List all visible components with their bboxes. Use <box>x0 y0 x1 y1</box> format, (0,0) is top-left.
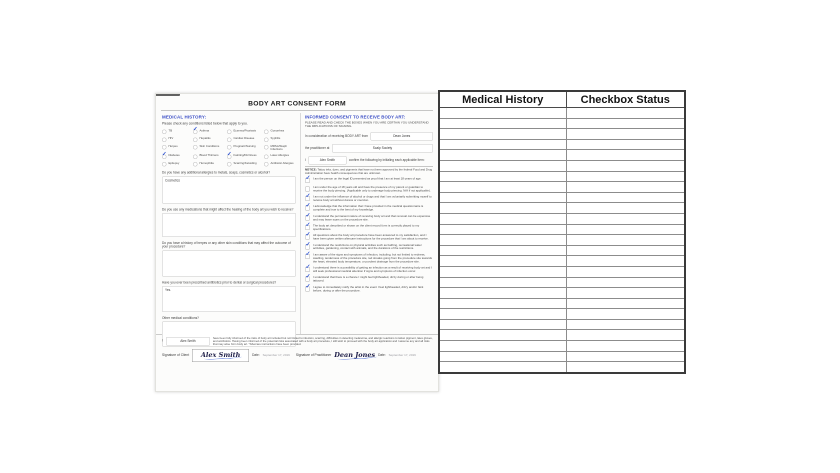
table-empty-cell[interactable] <box>566 341 685 352</box>
checkbox-checked-icon[interactable]: ✓ <box>305 263 311 271</box>
consent-item <box>305 272 433 283</box>
table-empty-cell[interactable] <box>566 266 685 277</box>
checkbox-unchecked-icon[interactable] <box>264 130 269 135</box>
table-empty-cell[interactable] <box>439 351 566 362</box>
table-empty-cell[interactable] <box>439 182 566 193</box>
table-empty-cell[interactable] <box>439 139 566 150</box>
condition-checkbox-item[interactable] <box>264 154 296 159</box>
table-empty-cell[interactable] <box>439 213 566 224</box>
condition-label: Pregnant/Nursing <box>233 144 256 148</box>
practitioner-name-field[interactable]: Dean Jones <box>371 132 434 141</box>
question-block <box>162 242 296 277</box>
condition-label: Epilepsy <box>168 161 180 165</box>
informed-consent-heading: INFORMED CONSENT TO RECEIVE BODY ART: <box>305 114 406 120</box>
table-empty-cell[interactable] <box>439 277 566 288</box>
table-empty-cell[interactable] <box>439 330 566 341</box>
table-empty-cell[interactable] <box>566 182 685 193</box>
answer-box[interactable]: Yes. <box>162 286 296 312</box>
consent-item <box>305 220 433 231</box>
consent-item-text: I understand there is a possibility of getting an infection as a result of receiving body art and I will seek professional medical attention if signs and symptoms of infection occur. <box>313 266 432 273</box>
condition-checkbox-item[interactable] <box>193 145 226 151</box>
medical-history-heading: MEDICAL HISTORY: <box>162 114 207 120</box>
table-empty-cell[interactable] <box>566 298 685 309</box>
checkbox-checked-icon[interactable]: ✓ <box>305 192 311 199</box>
checkbox-unchecked-icon[interactable] <box>264 162 269 167</box>
table-empty-cell[interactable] <box>439 266 566 277</box>
condition-label: Diabetes <box>168 154 180 158</box>
consent-item-text: I am under the age of 18 years old and have the presence of my parent or guardian to receive the body piercing. (Applicable only to underage body piercing. N/A if not applicable). <box>313 185 431 193</box>
ack-i-label: I <box>162 339 163 343</box>
condition-checkbox-item[interactable] <box>227 162 263 167</box>
consent-item <box>305 263 433 274</box>
table-row <box>439 351 685 362</box>
extraction-table <box>438 90 686 374</box>
condition-checkbox-item[interactable] <box>162 137 192 142</box>
table-empty-cell[interactable] <box>566 129 685 140</box>
condition-checkbox-item[interactable] <box>193 137 226 142</box>
consent-item <box>305 192 433 203</box>
condition-label: HIV <box>168 137 174 141</box>
table-empty-cell[interactable] <box>439 108 566 119</box>
table-row <box>439 277 685 288</box>
practitioner-date-label: Date: <box>378 353 386 358</box>
checkbox-checked-icon[interactable]: ✓ <box>305 282 311 290</box>
table-row <box>439 192 685 203</box>
form-title: BODY ART CONSENT FORM <box>248 99 346 107</box>
table-row <box>439 362 685 373</box>
table-header-checkbox-status: Checkbox Status <box>566 91 685 108</box>
consent-item <box>305 174 433 184</box>
checkbox-unchecked-icon[interactable] <box>264 137 269 142</box>
condition-label: Gonorrhea <box>270 129 285 133</box>
table-row <box>439 266 685 277</box>
ack-client-name-field[interactable]: Alex Smith <box>166 337 210 346</box>
practitioner-at-label: the practitioner at <box>305 146 330 150</box>
condition-label: TB <box>168 129 173 133</box>
consideration-label: In consideration of receiving BODY ART from <box>305 134 368 138</box>
medical-questions <box>162 171 296 346</box>
condition-checkbox-item[interactable] <box>193 154 226 159</box>
table-row <box>439 129 685 140</box>
table-empty-cell[interactable] <box>439 341 566 352</box>
checkbox-checked-icon[interactable]: ✓ <box>305 201 311 209</box>
checkbox-unchecked-icon[interactable] <box>264 145 269 150</box>
condition-label: Hemophilia <box>199 161 214 165</box>
consent-item-text: I understand the permanent nature of receiving body art and that removal can be expensive and may leave scars on the procedure site. <box>313 214 431 222</box>
table-row <box>439 235 685 246</box>
checkbox-unchecked-icon[interactable] <box>227 137 232 142</box>
checkbox-checked-icon[interactable]: ✓ <box>227 150 232 157</box>
condition-checkbox-item[interactable] <box>193 162 226 167</box>
table-empty-cell[interactable] <box>439 129 566 140</box>
confirm-label: confirm the following by initialing each applicable item: <box>348 158 425 162</box>
notice-text: NOTICE: Tattoo inks, dyes, and pigments that have not been approved by the federal Food and Drug Administration have health consequences that are unknown. <box>305 168 433 175</box>
table-empty-cell[interactable] <box>439 298 566 309</box>
answer-box[interactable] <box>162 250 296 276</box>
table-empty-cell[interactable] <box>439 224 566 235</box>
table-row <box>439 245 685 256</box>
checkbox-unchecked-icon[interactable] <box>162 162 167 167</box>
consent-item-text: I am aware of the signs and symptoms of infection, including, but not limited to redness, swelling, tenderness of the procedure site, red streaks going from the procedure site towards the heart, elevated body temperature, or purulent drainage from the procedure site. <box>313 253 432 264</box>
table-empty-cell[interactable] <box>439 256 566 267</box>
table-empty-cell[interactable] <box>439 171 566 182</box>
acknowledgement-section <box>156 334 438 362</box>
condition-label: Antibiotic Allergies <box>270 161 294 165</box>
condition-label: Herpes <box>168 144 178 148</box>
condition-label: Asthma <box>199 129 210 133</box>
table-row <box>439 150 685 161</box>
condition-checkbox-item[interactable] <box>162 150 192 159</box>
table-row <box>439 171 685 182</box>
checkbox-checked-icon[interactable]: ✓ <box>305 211 311 219</box>
condition-label: Blood Thinners <box>199 154 219 158</box>
table-empty-cell[interactable] <box>566 256 685 267</box>
client-signature-script: Alex Smith <box>200 351 241 360</box>
condition-label: Cardiac Disease <box>233 137 255 141</box>
studio-name-field[interactable]: Scalp Society <box>332 144 433 153</box>
consent-item <box>305 201 433 212</box>
table-empty-cell[interactable] <box>566 160 685 171</box>
table-row <box>439 330 685 341</box>
table-empty-cell[interactable] <box>566 309 685 320</box>
table-empty-cell[interactable] <box>439 160 566 171</box>
checkbox-unchecked-icon[interactable] <box>227 130 232 135</box>
client-date-value: September 17, 2019 <box>262 353 290 357</box>
checkbox-checked-icon[interactable]: ✓ <box>305 240 311 248</box>
ack-paragraph: have been fully informed of the risks of body art included but not limited to infection, scarring, difficulties in detecting melanoma, and allergic reactions to tattoo pigment, latex gloves, and antibiotics. Having been informed of the potential risks associated with a body art procedure, I still wish to proceed with the body art application and I assume any and all risks that may arise from body art. *Aftercare instructions have been provided. <box>212 337 433 347</box>
table-empty-cell[interactable] <box>439 150 566 161</box>
condition-label: Scarring/Keloiding <box>233 161 257 165</box>
question-block <box>162 208 296 237</box>
table-row <box>439 319 685 330</box>
checkbox-unchecked-icon[interactable] <box>227 162 232 167</box>
practitioner-signature-script[interactable]: Dean Jones <box>334 351 376 360</box>
table-row <box>439 213 685 224</box>
question-block <box>162 281 296 312</box>
question-text: Do you use any medications that might affect the healing of the body art you wish to receive? <box>162 207 294 212</box>
informed-consent-section <box>301 111 439 334</box>
consent-item-text: The body art described or shown on the client record form is correctly placed to my specifications. <box>313 224 420 231</box>
condition-checkbox-item[interactable] <box>227 129 263 134</box>
checkbox-unchecked-icon[interactable] <box>193 137 198 142</box>
table-empty-cell[interactable] <box>566 192 685 203</box>
table-empty-cell[interactable] <box>566 108 685 119</box>
table-empty-cell[interactable] <box>566 362 685 373</box>
table-empty-cell[interactable] <box>439 288 566 299</box>
table-empty-cell[interactable] <box>566 139 685 150</box>
checkbox-unchecked-icon[interactable] <box>193 154 198 159</box>
table-empty-cell[interactable] <box>439 362 566 373</box>
client-name-field[interactable]: Alex Smith <box>308 156 346 165</box>
practitioner-date-value: September 17, 2019 <box>388 353 416 357</box>
table-row <box>439 160 685 171</box>
checkbox-checked-icon[interactable]: ✓ <box>193 126 198 133</box>
notice-divider <box>305 167 433 168</box>
consent-item <box>305 249 433 264</box>
checkbox-unchecked-icon[interactable] <box>162 145 167 150</box>
consent-items-list <box>305 174 433 293</box>
condition-label: MRSA/Staph Infections <box>270 144 287 151</box>
table-empty-cell[interactable] <box>439 319 566 330</box>
question-text: Do you have a history of herpes or any other skin conditions that may affect the outcome of your procedure? <box>162 241 291 249</box>
table-empty-cell[interactable] <box>566 171 685 182</box>
table-empty-cell[interactable] <box>566 319 685 330</box>
table-header-medical-history: Medical History <box>439 91 566 108</box>
checkbox-checked-icon[interactable]: ✓ <box>305 230 311 238</box>
table-row <box>439 118 685 129</box>
table-empty-cell[interactable] <box>566 245 685 256</box>
signature-row <box>162 349 433 362</box>
table-row <box>439 341 685 352</box>
informed-consent-instruction: PLEASE READ AND CHECK THE BOXES WHEN YOU ARE CERTAIN YOU UNDERSTAND THE IMPLICATIONS OF SIGNING. <box>305 121 429 128</box>
table-row <box>439 203 685 214</box>
table-row <box>439 182 685 193</box>
table-header-row <box>439 91 685 108</box>
condition-label: Hepatitis <box>199 137 211 141</box>
checkbox-unchecked-icon[interactable] <box>162 137 167 142</box>
consent-item <box>305 282 433 293</box>
checkbox-checked-icon[interactable]: ✓ <box>162 150 167 157</box>
condition-label: Fainting/Dizziness <box>233 154 257 158</box>
table-empty-cell[interactable] <box>439 203 566 214</box>
checkbox-unchecked-icon[interactable] <box>193 162 198 167</box>
condition-checkbox-item[interactable] <box>162 129 192 134</box>
medical-history-section <box>156 111 300 334</box>
table-row <box>439 108 685 119</box>
table-empty-cell[interactable] <box>566 235 685 246</box>
notice-prefix: NOTICE: <box>305 168 317 172</box>
table-empty-cell[interactable] <box>439 235 566 246</box>
table-empty-cell[interactable] <box>566 288 685 299</box>
table-row <box>439 224 685 235</box>
condition-checkbox-item[interactable] <box>264 137 296 142</box>
table-empty-cell[interactable] <box>439 118 566 129</box>
question-text: Other medical conditions? <box>162 316 199 320</box>
table-empty-cell[interactable] <box>566 213 685 224</box>
table-row <box>439 298 685 309</box>
question-text: Have you ever been prescribed antibiotics prior to dental or surgical procedures? <box>162 280 277 285</box>
i-label: I <box>305 158 306 162</box>
checkbox-unchecked-icon[interactable] <box>193 145 198 150</box>
condition-checkbox-item[interactable] <box>264 145 296 151</box>
table-empty-cell[interactable] <box>439 192 566 203</box>
condition-label: Syphilis <box>270 137 281 141</box>
practitioner-signature-label: Signature of Practitioner <box>295 353 332 358</box>
table-empty-cell[interactable] <box>566 118 685 129</box>
table-empty-cell[interactable] <box>566 203 685 214</box>
condition-label: Eczema/Psoriasis <box>233 129 257 133</box>
table-empty-cell[interactable] <box>566 277 685 288</box>
table-row <box>439 256 685 267</box>
question-block <box>162 171 296 203</box>
checkbox-unchecked-icon[interactable] <box>227 145 232 150</box>
consent-item-text: I acknowledge that the information that I have provided in the medical questionnaire is complete and true to the best of my knowledge. <box>313 205 424 212</box>
table-row <box>439 288 685 299</box>
condition-checkbox-item[interactable] <box>162 145 192 151</box>
condition-checkbox-item[interactable] <box>193 126 226 134</box>
condition-checkbox-item[interactable] <box>227 137 263 142</box>
table-empty-cell[interactable] <box>566 224 685 235</box>
table-empty-cell[interactable] <box>566 150 685 161</box>
condition-checkbox-item[interactable] <box>227 150 263 159</box>
table-row <box>439 139 685 150</box>
table-empty-cell[interactable] <box>439 309 566 320</box>
question-text: Do you have any additional allergies to metals, soaps, cosmetics or alcohol? <box>162 171 270 175</box>
condition-checkbox-item[interactable] <box>227 145 263 151</box>
checkbox-checked-icon[interactable]: ✓ <box>305 249 311 257</box>
client-signature-field[interactable] <box>192 349 249 362</box>
checkbox-unchecked-icon[interactable] <box>162 130 167 135</box>
consent-item <box>305 240 433 251</box>
checkbox-checked-icon[interactable]: ✓ <box>305 174 311 182</box>
consent-item-text: I agree to immediately notify the artist in the event I feel lightheaded, dizzy and/or faint before, during or after the procedure. <box>313 285 424 293</box>
checkbox-unchecked-icon[interactable] <box>264 154 269 159</box>
consent-item-text: I understand that there is a chance I might feel lightheaded, dizzy during or after being tattooed. <box>313 276 424 283</box>
checkbox-checked-icon[interactable]: ✓ <box>305 272 311 280</box>
client-signature-label: Signature of Client <box>162 353 190 358</box>
consent-form-page <box>155 93 439 392</box>
consent-item <box>305 230 433 241</box>
condition-checkbox-item[interactable] <box>264 129 296 134</box>
conditions-checkbox-grid <box>162 126 296 166</box>
consent-item-text: I am not under the influence of alcohol or drugs and that I am voluntarily submitting myself to receive body art without duress or coercion. <box>313 195 432 202</box>
consent-item-text: I understand the restrictions on physical activities such as bathing, recreational water activities, gardening, contact with animals, and the durations of the restrictions. <box>313 243 422 251</box>
table-empty-cell[interactable] <box>439 245 566 256</box>
answer-box[interactable]: Cosmetics <box>162 176 296 203</box>
checkbox-checked-icon[interactable]: ✓ <box>305 220 311 228</box>
condition-label: Latex Allergies <box>270 154 289 158</box>
table-row <box>439 309 685 320</box>
table-empty-cell[interactable] <box>566 330 685 341</box>
condition-label: Skin Conditions <box>199 144 220 148</box>
medical-history-instruction: Please check any conditions listed below that apply to you. <box>162 122 248 126</box>
consent-item <box>305 211 433 222</box>
answer-box[interactable] <box>162 213 296 237</box>
client-date-label: Date: <box>252 353 260 358</box>
condition-checkbox-item[interactable] <box>264 162 296 167</box>
consent-item-text: I am the person on the legal ID presented as proof that I am at least 18 years of age. <box>313 177 422 181</box>
table-empty-cell[interactable] <box>566 351 685 362</box>
condition-checkbox-item[interactable] <box>162 162 192 167</box>
consent-item-text: All questions about the body art procedure have been answered to my satisfaction, and I have been given written aftercare instructions for the procedure that I am about to receive. <box>313 234 429 241</box>
consent-item <box>305 186 433 193</box>
checkbox-unchecked-icon[interactable] <box>305 186 310 191</box>
